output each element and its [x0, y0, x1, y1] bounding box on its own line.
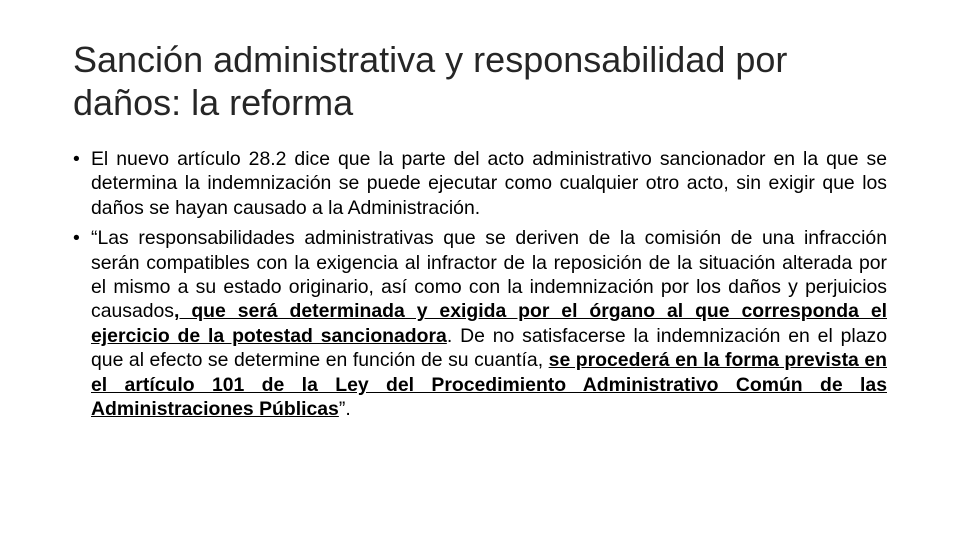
bullet-marker: • — [73, 148, 80, 170]
bullet-2-emphasis-1: , que será determinada y exigida por el órgano al que corresponda el ejercicio de la potestad sancionadora — [91, 300, 887, 347]
bullet-2-text-part3: . De no satisfacerse la indemnización en el plazo que al efecto se determine en función de su cuantía, — [91, 324, 887, 372]
bullet-2-text-part1: “Las responsabilidades administrativas que se deriven de la comisión de una infracción serán compatibles con la exigencia al infractor de la reposición de la situación alterada por el mismo a su estado originario, así como con la indemnización por los daños y perjuicios causados — [91, 227, 887, 323]
bullet-item-1 — [73, 147, 887, 220]
bullet-marker: • — [73, 227, 80, 250]
slide-title: Sanción administrativa y responsabilidad por daños: la reforma — [73, 39, 788, 123]
bullet-list — [73, 147, 887, 427]
bullet-item-2 — [73, 226, 887, 421]
bullet-2-emphasis-2: se procederá en la forma prevista en el artículo 101 de la Ley del Procedimiento Administrativo Común de las Administraciones Públicas — [91, 349, 887, 421]
bullet-2-text-end: ”. — [338, 398, 351, 421]
bullet-1-text: El nuevo artículo 28.2 dice que la parte del acto administrativo sancionador en la que se determina la indemnización se puede ejecutar como cualquier otro acto, sin exigir que los daños se hayan causado a la Administración. — [91, 148, 887, 219]
